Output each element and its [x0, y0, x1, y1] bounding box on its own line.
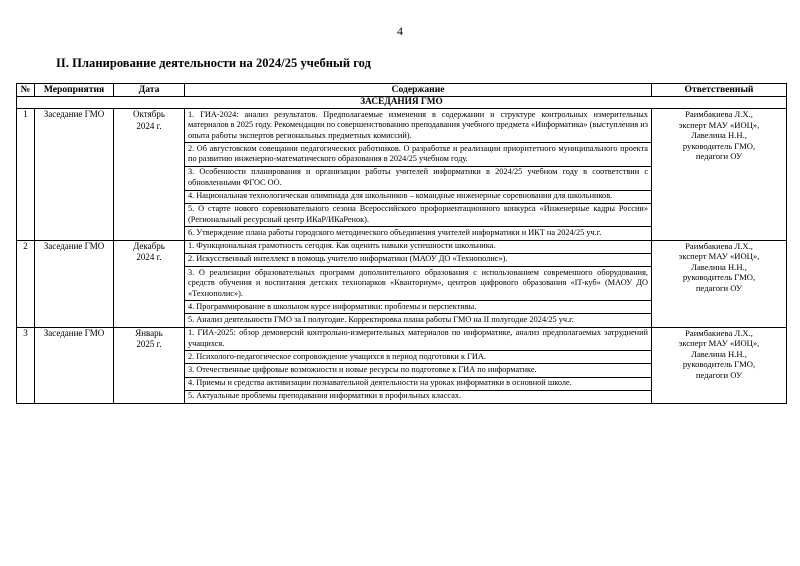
row-date-line-2: 2024 г. — [136, 252, 162, 263]
page-number: 4 — [397, 24, 403, 38]
row-date — [114, 109, 185, 241]
content-item-text: 1. ГИА-2025: обзор демоверсий контрольно-измерительных материалов по информатике, анализ предполагаемых затруднений учащихся. — [185, 328, 651, 351]
responsible-line: эксперт МАУ «ИОЦ», — [678, 251, 760, 262]
content-item-text: 2. Психолого-педагогическое сопровождение учащихся в период подготовки к ГИА. — [185, 351, 651, 364]
responsible-line: Лавелина Н.Н., — [691, 130, 747, 141]
content-item-text: 3. Отечественные цифровые возможности и новые ресурсы по подготовке к ГИА по информатике. — [185, 364, 651, 377]
content-item — [185, 227, 651, 240]
row-responsible — [652, 327, 787, 403]
row-responsible — [652, 109, 787, 241]
content-item — [185, 203, 651, 227]
row-date — [114, 327, 185, 403]
row-date-line-1: Октябрь — [133, 109, 165, 119]
content-item-list — [185, 328, 651, 403]
column-header-number: № — [17, 84, 35, 97]
column-header-content: Содержание — [185, 84, 652, 97]
responsible-line: Лавелина Н.Н., — [691, 261, 747, 272]
row-date — [114, 240, 185, 327]
row-event: Заседание ГМО — [35, 109, 114, 241]
responsible-line: эксперт МАУ «ИОЦ», — [678, 119, 760, 130]
section-title-meetings: ЗАСЕДАНИЯ ГМО — [17, 97, 787, 109]
table-row — [17, 327, 787, 403]
row-content — [185, 327, 652, 403]
content-item — [185, 328, 651, 351]
row-date-line-2: 2024 г. — [136, 120, 162, 131]
content-item-text: 4. Национальная технологическая олимпиада для школьников – командные инженерные соревнования для школьников. — [185, 190, 651, 203]
table-header-row — [17, 84, 787, 97]
content-item-text: 1. Функциональная грамотность сегодня. Как оценить навыки успешности школьника. — [185, 241, 651, 254]
content-item-text: 5. Актуальные проблемы преподавания информатики в профильных классах. — [188, 391, 462, 401]
row-number: 1 — [17, 109, 35, 241]
row-date-line-1: Январь — [135, 327, 163, 338]
content-item — [185, 253, 651, 266]
responsible-line: руководитель ГМО, — [682, 272, 756, 283]
content-item-text: 2. Об августовском совещании педагогических работников. О разработке и реализации приоритетного муниципального проекта по развитию инженерно-математического образования в 2024/25 учебном году. — [185, 143, 651, 167]
row-date-line-2: 2025 г. — [136, 339, 162, 350]
column-header-date: Дата — [114, 84, 185, 97]
content-item-text: 3. О реализации образовательных программ дополнительного образования с использованием современного оборудования, средств обучения и воспитания детских технопарков «Кванториум», центров цифрового образования «IT-куб» (МАОУ ДО «Технополис»). — [185, 267, 651, 301]
row-content — [185, 240, 652, 327]
activity-planning-table — [16, 83, 787, 404]
row-event: Заседание ГМО — [35, 240, 114, 327]
content-item-text: 4. Программирование в школьном курсе информатики: проблемы и перспективы. — [185, 301, 651, 314]
content-item-text: 5. Анализ деятельности ГМО за I полугодие. Корректировка плана работы ГМО на II полугодие 2024/25 уч.г. — [188, 314, 574, 324]
content-item — [185, 267, 651, 301]
content-item-text: 2. Искусственный интеллект в помощь учителю информатики (МАОУ ДО «Технополис»). — [185, 253, 651, 266]
responsible-line: эксперт МАУ «ИОЦ», — [678, 338, 760, 349]
responsible-line: Раимбакиева Л.Х., — [685, 327, 753, 338]
responsible-line: педагоги ОУ — [695, 283, 743, 293]
content-item — [185, 166, 651, 190]
content-item — [185, 109, 651, 143]
column-header-event: Мероприятия — [35, 84, 114, 97]
row-date-line-1: Декабрь — [133, 240, 165, 251]
content-item-text: 4. Приемы и средства активизации познавательной деятельности на уроках информатики в основной школе. — [185, 377, 651, 390]
responsible-line: Раимбакиева Л.Х., — [685, 109, 753, 119]
content-item — [185, 390, 651, 403]
responsible-line: руководитель ГМО, — [682, 140, 756, 151]
content-item-text: 1. ГИА-2024: анализ результатов. Предполагаемые изменения в содержании и структуре контрольных измерительных материалов в 2025 году. Рекомендации по совершенствованию преподавания учебного предмета «Информатика» (выступления из опыта работы экспертов региональных предметных комиссий). — [185, 109, 651, 143]
content-item — [185, 314, 651, 327]
content-item — [185, 351, 651, 364]
row-number: 3 — [17, 327, 35, 403]
section-title-row — [17, 97, 787, 109]
responsible-line: Лавелина Н.Н., — [691, 348, 747, 359]
content-item-text: 3. Особенности планирования и организации работы учителей информатики в 2024/25 учебном году в соответствии с обновленными ФГОС ОО. — [185, 166, 651, 190]
row-content — [185, 109, 652, 241]
row-responsible — [652, 240, 787, 327]
responsible-line: руководитель ГМО, — [682, 359, 756, 370]
content-item — [185, 190, 651, 203]
row-number: 2 — [17, 240, 35, 327]
content-item — [185, 241, 651, 254]
column-header-responsible: Ответственный — [652, 84, 787, 97]
content-item — [185, 364, 651, 377]
page-title: II. Планирование деятельности на 2024/25 учебный год — [56, 56, 371, 70]
content-item-list — [185, 109, 651, 240]
content-item — [185, 143, 651, 167]
content-item — [185, 377, 651, 390]
table-row — [17, 240, 787, 327]
content-item-list — [185, 241, 651, 327]
content-item — [185, 301, 651, 314]
responsible-line: Раимбакиева Л.Х., — [685, 240, 753, 251]
content-item-text: 6. Утверждение плана работы городского методического объединения учителей информатики и ИКТ на 2024/25 уч.г. — [188, 227, 602, 237]
row-event: Заседание ГМО — [35, 327, 114, 403]
responsible-line: педагоги ОУ — [695, 369, 743, 380]
content-item-text: 5. О старте нового соревновательного сезона Всероссийского профориентационного конкурса «Инженерные кадры России» (Региональный ресурсный центр ИКаР/ИКаРенок). — [185, 203, 651, 227]
responsible-line: педагоги ОУ — [695, 151, 743, 162]
table-row — [17, 109, 787, 241]
